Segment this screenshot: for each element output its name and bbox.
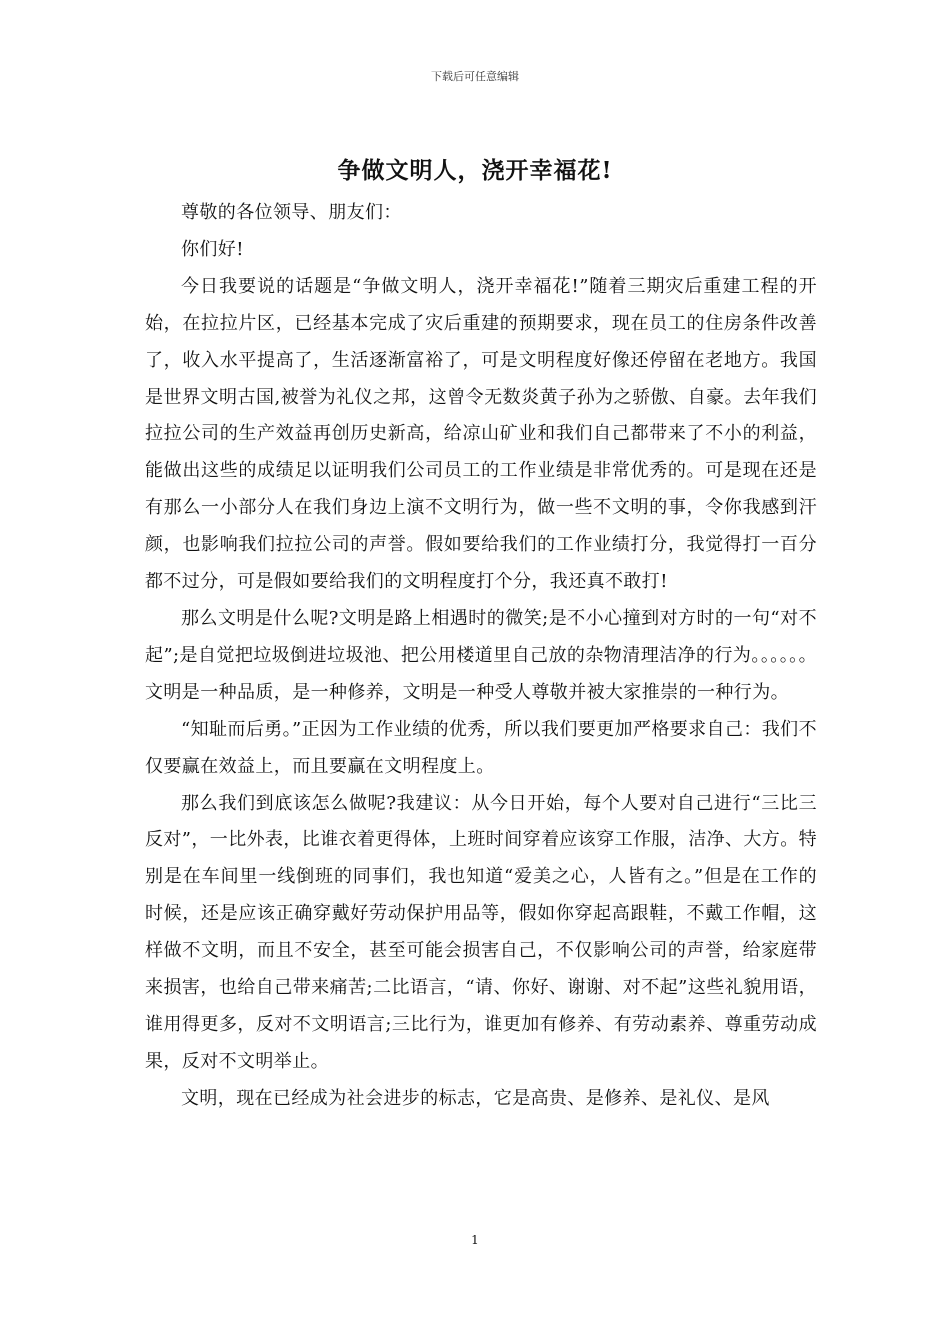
header-note: 下载后可任意编辑 <box>431 70 519 83</box>
body-paragraph: “知耻而后勇。”正因为工作业绩的优秀，所以我们要更加严格要求自己：我们不仅要赢在效益上，而且要赢在文明程度上。 <box>145 718 817 777</box>
body-paragraph: 今日我要说的话题是“争做文明人，浇开幸福花!”随着三期灾后重建工程的开始，在拉拉片区，已经基本完成了灾后重建的预期要求，现在员工的住房条件改善了，收入水平提高了，生活逐渐富裕了，可是文明程度好像还停留在老地方。我国是世界文明古国,被誉为礼仪之邦，这曾令无数炎黄子孙为之骄傲、自豪。去年我们拉拉公司的生产效益再创历史新高，给凉山矿业和我们自己都带来了不小的利益，能做出这些的成绩足以证明我们公司员工的工作业绩是非常优秀的。可是现在还是有那么一小部分人在我们身边上演不文明行为，做一些不文明的事，令你我感到汗颜，也影响我们拉拉公司的声誉。假如要给我们的工作业绩打分，我觉得打一百分都不过分，可是假如要给我们的文明程度打个分，我还真不敢打! <box>145 275 817 593</box>
body-paragraph: 文明，现在已经成为社会进步的标志，它是高贵、是修养、是礼仪、是风 <box>181 1087 770 1109</box>
greeting: 你们好! <box>181 238 244 260</box>
document-title: 争做文明人，浇开幸福花! <box>337 157 613 184</box>
body-paragraph: 那么我们到底该怎么做呢?我建议：从今日开始，每个人要对自己进行“三比三反对”，一比外表，比谁衣着更得体，上班时间穿着应该穿工作服，洁净、大方。特别是在车间里一线倒班的同事们，我也知道“爱美之心，人皆有之。”但是在工作的时候，还是应该正确穿戴好劳动保护用品等，假如你穿起高跟鞋，不戴工作帽，这样做不文明，而且不安全，甚至可能会损害自己，不仅影响公司的声誉，给家庭带来损害，也给自己带来痛苦;二比语言，“请、你好、谢谢、对不起”这些礼貌用语，谁用得更多，反对不文明语言;三比行为，谁更加有修养、有劳动素养、尊重劳动成果，反对不文明举止。 <box>145 792 817 1072</box>
page-number: 1 <box>471 1233 479 1247</box>
document-body <box>145 195 817 1118</box>
body-paragraph: 那么文明是什么呢?文明是路上相遇时的微笑;是不小心撞到对方时的一句“对不起”;是自觉把垃圾倒进垃圾池、把公用楼道里自己放的杂物清理洁净的行为。。。。。。文明是一种品质，是一种修养，文明是一种受人尊敬并被大家推崇的一种行为。 <box>145 607 817 703</box>
salutation: 尊敬的各位领导、朋友们： <box>181 202 402 223</box>
